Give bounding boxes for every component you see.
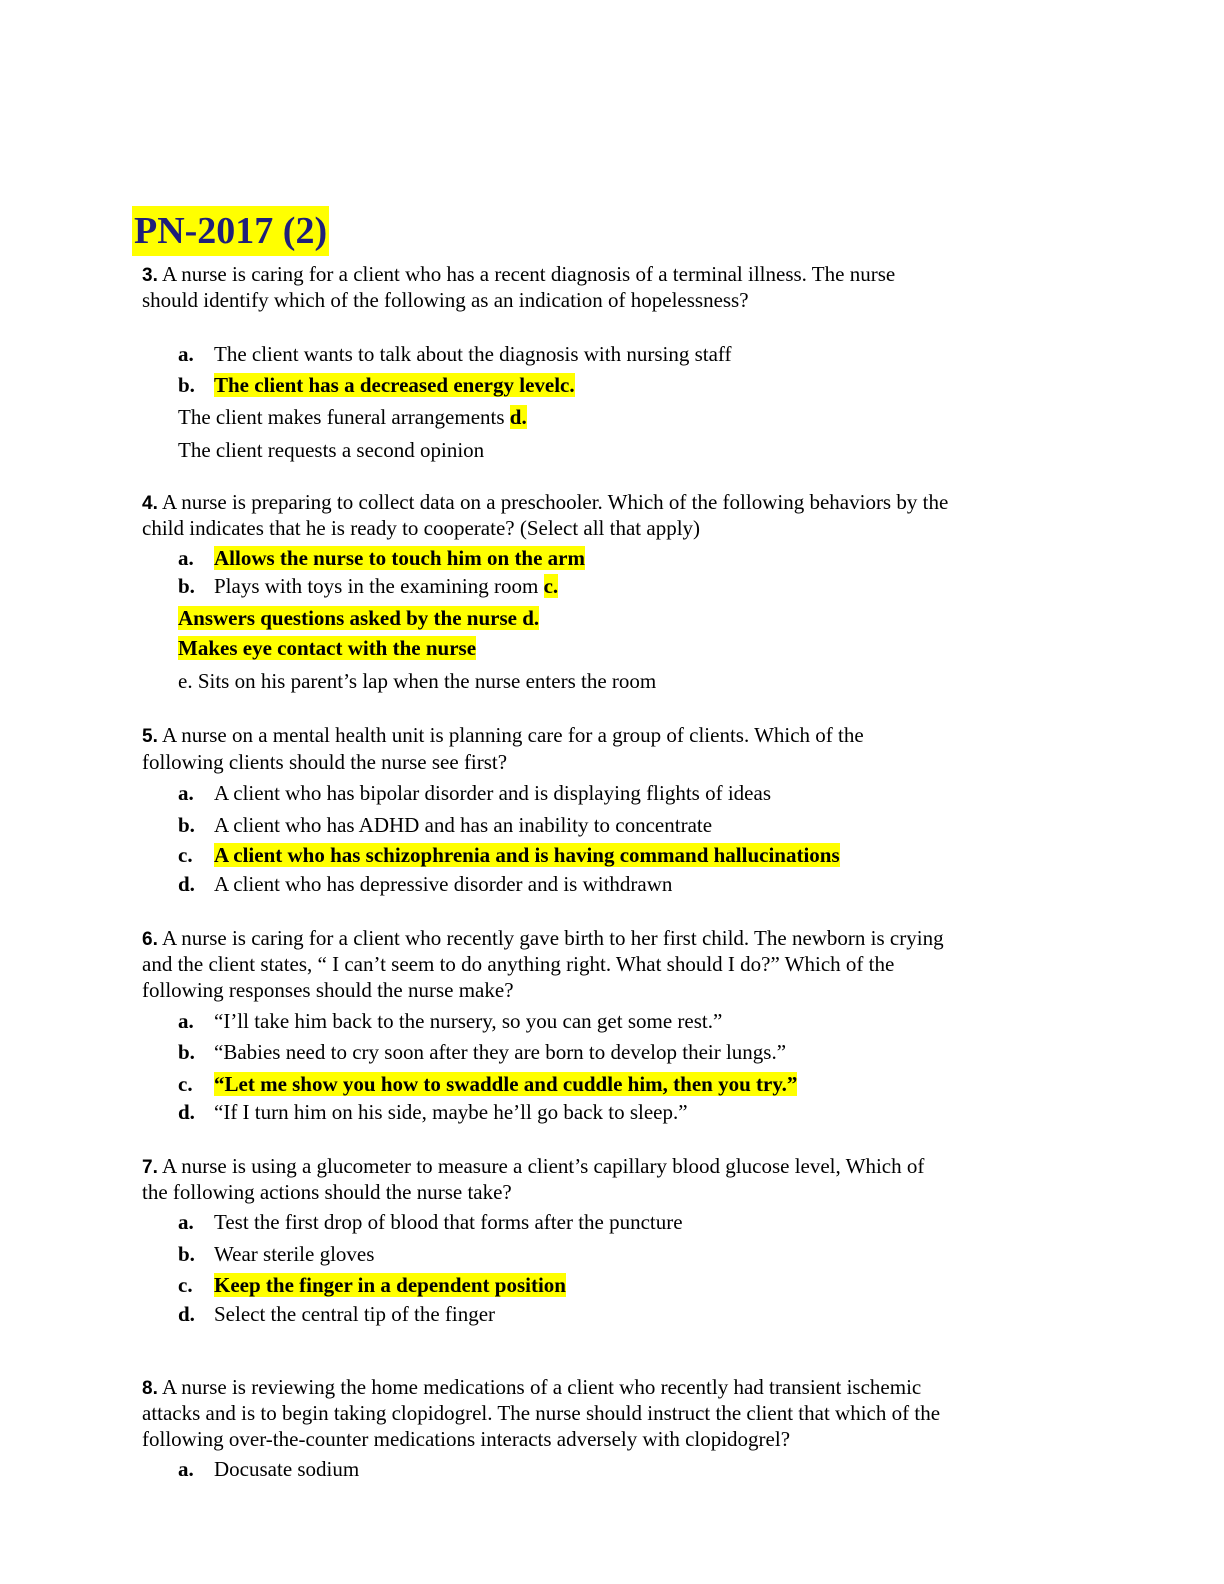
question-8-stem-line1: 8. A nurse is reviewing the home medications of a client who recently had transient ischemic (142, 1375, 922, 1399)
question-4-option-d (178, 635, 476, 661)
question-7-option-b: b. Wear sterile gloves (178, 1242, 375, 1266)
highlighted-answer: Makes eye contact with the nurse (178, 636, 477, 660)
question-7-option-d: d. Select the central tip of the finger (178, 1302, 496, 1326)
question-6-number: 6. (142, 929, 158, 950)
question-7-option-a: a. Test the first drop of blood that forms after the puncture (178, 1210, 683, 1234)
question-5-number: 5. (142, 726, 158, 747)
question-3-option-d: The client requests a second opinion (178, 438, 485, 462)
question-6-option-b: b. “Babies need to cry soon after they are born to develop their lungs.” (178, 1040, 787, 1064)
question-6-stem-line3: following responses should the nurse make? (142, 978, 514, 1002)
question-7-number: 7. (142, 1157, 158, 1178)
question-5-option-b: b. A client who has ADHD and has an inability to concentrate (178, 813, 713, 837)
question-8-stem-line3: following over-the-counter medications interacts adversely with clopidogrel? (142, 1427, 791, 1451)
question-3-number: 3. (142, 265, 158, 286)
question-4-stem-line2: child indicates that he is ready to cooperate? (Select all that apply) (142, 516, 701, 540)
question-6-option-d: d. “If I turn him on his side, maybe he’ll go back to sleep.” (178, 1100, 688, 1124)
question-4-stem-line1: 4. A nurse is preparing to collect data on a preschooler. Which of the following behaviors by the (142, 490, 949, 514)
question-4-option-b: b. Plays with toys in the examining room c. (178, 574, 559, 598)
question-3-stem-line1: 3. A nurse is caring for a client who has a recent diagnosis of a terminal illness. The nurse (142, 262, 896, 286)
question-5-option-c: c. A client who has schizophrenia and is having command hallucinations (178, 843, 840, 867)
highlighted-answer: Answers questions asked by the nurse (178, 606, 517, 630)
document-title: PN-2017 (2) (132, 206, 329, 256)
question-6-stem-line2: and the client states, “ I can’t seem to do anything right. What should I do?” Which of the (142, 952, 895, 976)
question-4-number: 4. (142, 493, 158, 514)
highlighted-answer: “Let me show you how to swaddle and cuddle him, then you try.” (214, 1072, 798, 1096)
question-5-option-a: a. A client who has bipolar disorder and is displaying flights of ideas (178, 781, 771, 805)
question-3-option-c: The client makes funeral arrangements d. (178, 405, 527, 429)
question-7-option-c: c. Keep the finger in a dependent position (178, 1273, 566, 1297)
question-4-option-c: Answers questions asked by the nurse d. (178, 606, 540, 630)
question-3-stem-line2: should identify which of the following as an indication of hopelessness? (142, 288, 749, 312)
question-3-option-a: a. The client wants to talk about the diagnosis with nursing staff (178, 342, 732, 366)
question-6-stem-line1: 6. A nurse is caring for a client who recently gave birth to her first child. The newborn is crying (142, 926, 944, 950)
question-4-option-a: a. Allows the nurse to touch him on the arm (178, 546, 585, 570)
question-5-stem-line2: following clients should the nurse see first? (142, 750, 508, 774)
highlighted-answer: A client who has schizophrenia and is having command hallucinations (214, 843, 840, 867)
question-8-option-a: a. Docusate sodium (178, 1457, 360, 1481)
question-8-number: 8. (142, 1378, 158, 1399)
question-8-stem-line2: attacks and is to begin taking clopidogrel. The nurse should instruct the client that which of the (142, 1401, 941, 1425)
question-6-option-c: c. “Let me show you how to swaddle and cuddle him, then you try.” (178, 1072, 798, 1096)
question-6-option-a: a. “I’ll take him back to the nursery, so you can get some rest.” (178, 1009, 723, 1033)
highlighted-answer: Allows the nurse to touch him on the arm (214, 546, 585, 570)
question-5-stem-line1: 5. A nurse on a mental health unit is planning care for a group of clients. Which of the (142, 723, 864, 747)
highlighted-answer: The client has a decreased energy levelc. (214, 373, 575, 397)
question-4-option-e: e. Sits on his parent’s lap when the nurse enters the room (178, 669, 657, 693)
question-3-option-b: b. The client has a decreased energy levelc. (178, 373, 575, 397)
question-5-option-d: d. A client who has depressive disorder and is withdrawn (178, 872, 673, 896)
question-7-stem-line2: the following actions should the nurse take? (142, 1180, 512, 1204)
question-7-stem-line1: 7. A nurse is using a glucometer to measure a client’s capillary blood glucose level, Which of (142, 1154, 925, 1178)
highlighted-answer: Keep the finger in a dependent position (214, 1273, 566, 1297)
